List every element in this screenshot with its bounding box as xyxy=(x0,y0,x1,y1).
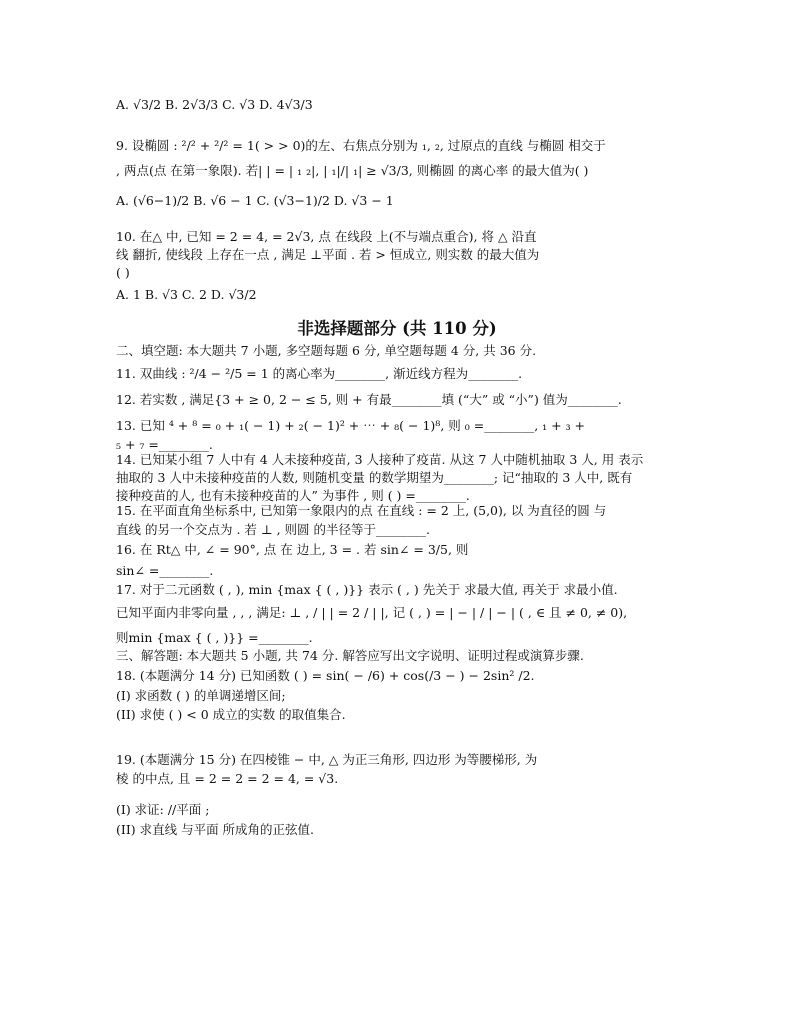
q17-line1: 17. 对于二元函数 ( , ), min {max { ( , )}} 表示 ( , ) 先关于 求最大值, 再关于 求最小值. xyxy=(116,582,618,597)
q12: 12. 若实数 , 满足{3 + ≥ 0, 2 − ≤ 5, 则 + 有最________填 (“大” 或 “小”) 值为________. xyxy=(116,392,622,407)
q19-line2: 棱 的中点, 且 = 2 = 2 = 2 = 4, = √3. xyxy=(116,771,339,786)
q17-line2: 已知平面内非零向量 , , , 满足: ⊥ , / | | = 2 / | |, 记 ( , ) = | − | / | − | ( , ∈ 且 ≠ 0, ≠ 0), xyxy=(116,605,628,620)
fill-intro: 二、填空题: 本大题共 7 小题, 多空题每题 6 分, 单空题每题 4 分, 共 36 分. xyxy=(116,343,537,358)
q10-line2: 线 翻折, 使线段 上存在一点 , 满足 ⊥平面 . 若 > 恒成立, 则实数 的最大值为 xyxy=(116,247,540,262)
q14-line2: 抽取的 3 人中未接种疫苗的人数, 则随机变量 的数学期望为________; 记“抽取的 3 人中, 既有 xyxy=(116,470,633,485)
q17-line3: 则min {max { ( , )}} =________. xyxy=(116,630,313,645)
q9-line2: , 两点(点 在第一象限). 若| | = | ₁ ₂|, | ₁|/| ₁| ≥ √3/3, 则椭圆 的离心率 的最大值为( ) xyxy=(116,163,589,178)
q14-line3: 接种疫苗的人, 也有未接种疫苗的人” 为事件 , 则 ( ) =________. xyxy=(116,488,470,503)
q16-line2: sin∠ =________. xyxy=(116,563,214,578)
q10-line3: ( ) xyxy=(116,265,130,280)
q9-line1: 9. 设椭圆 : ²/² + ²/² = 1( > > 0)的左、右焦点分别为 ₁, ₂, 过原点的直线 与椭圆 相交于 xyxy=(116,138,606,153)
q13-line1: 13. 已知 ⁴ + ⁸ = ₀ + ₁( − 1) + ₂( − 1)² + ⋯ + ₈( − 1)⁸, 则 ₀ =________, ₁ + ₃ + xyxy=(116,418,586,433)
q19-part2: (II) 求直线 与平面 所成角的正弦值. xyxy=(116,822,315,837)
q10-options: A. 1 B. √3 C. 2 D. √3/2 xyxy=(116,287,257,302)
q19-part1: (I) 求证: //平面 ; xyxy=(116,802,210,817)
answer-intro: 三、解答题: 本大题共 5 小题, 共 74 分. 解答应写出文字说明、证明过程或演算步骤. xyxy=(116,648,584,663)
q13-line2: ₅ + ₇ =________. xyxy=(116,437,213,452)
q8-options: A. √3/2 B. 2√3/3 C. √3 D. 4√3/3 xyxy=(116,97,313,112)
q18-part2: (II) 求使 ( ) < 0 成立的实数 的取值集合. xyxy=(116,707,346,722)
section-title: 非选择题部分 (共 110 分) xyxy=(297,319,497,338)
q18-line1: 18. (本题满分 14 分) 已知函数 ( ) = sin( − /6) + cos(/3 − ) − 2sin² /2. xyxy=(116,668,535,683)
q14-line1: 14. 已知某小组 7 人中有 4 人未接种疫苗, 3 人接种了疫苗. 从这 7 人中随机抽取 3 人, 用 表示 xyxy=(116,452,644,467)
q10-line1: 10. 在△ 中, 已知 = 2 = 4, = 2√3, 点 在线段 上(不与端点重合), 将 △ 沿直 xyxy=(116,229,537,244)
q18-part1: (I) 求函数 ( ) 的单调递增区间; xyxy=(116,688,286,703)
q16-line1: 16. 在 Rt△ 中, ∠ = 90°, 点 在 边上, 3 = . 若 sin∠ = 3/5, 则 xyxy=(116,542,469,557)
q11: 11. 双曲线 : ²/4 − ²/5 = 1 的离心率为________, 渐近线方程为________. xyxy=(116,366,523,381)
q19-line1: 19. (本题满分 15 分) 在四棱锥 − 中, △ 为正三角形, 四边形 为等腰梯形, 为 xyxy=(116,752,538,767)
q9-options: A. (√6−1)/2 B. √6 − 1 C. (√3−1)/2 D. √3 − 1 xyxy=(116,193,394,208)
q15-line1: 15. 在平面直角坐标系中, 已知第一象限内的点 在直线 : = 2 上, (5,0), 以 为直径的圆 与 xyxy=(116,503,607,518)
q15-line2: 直线 的另一个交点为 . 若 ⊥ , 则圆 的半径等于________. xyxy=(116,522,430,537)
